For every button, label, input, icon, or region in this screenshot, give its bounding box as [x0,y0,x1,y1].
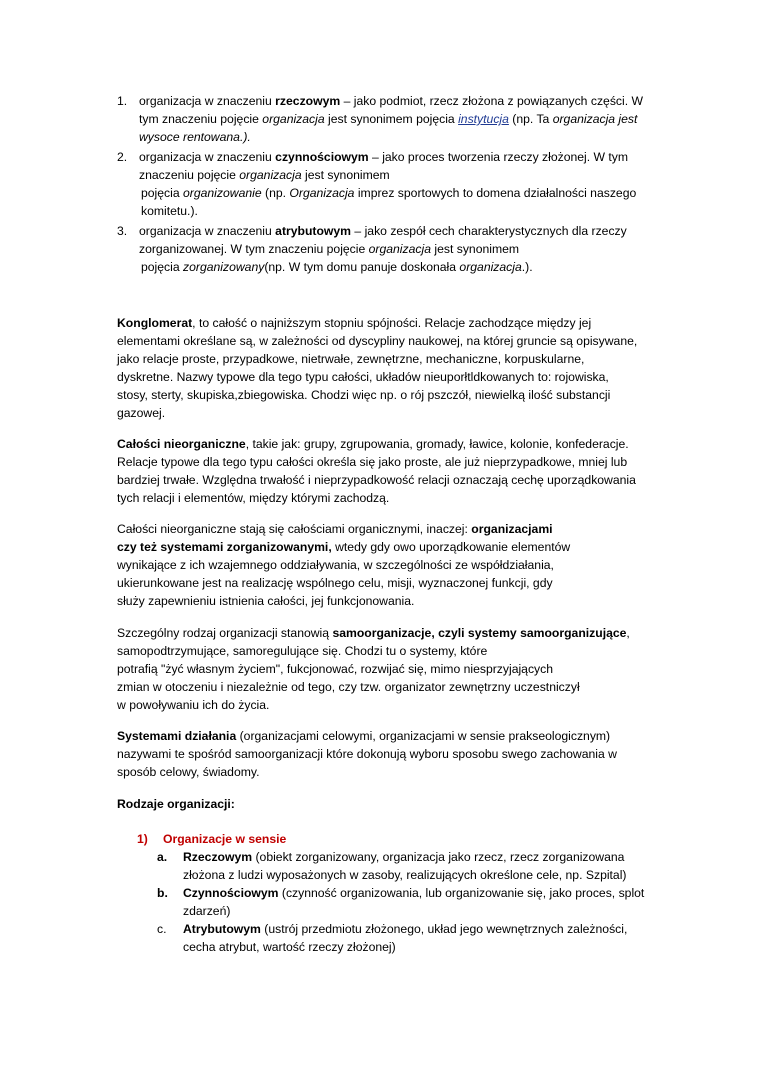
list-number: 1) [137,832,148,846]
list-line: pojęcia organizowanie (np. Organizacja imprez sportowych to domena działalności naszego [141,186,637,200]
list-number: 1. [117,94,128,108]
list-number: 2. [117,150,128,164]
list-line: zorganizowanej. W tym znaczeniu pojęcie organizacja jest synonimem [139,242,520,256]
sensie-item-a: a. Rzeczowym (obiekt zorganizowany, organizacja jako rzecz, rzecz zorganizowana złożona z ludzi wyposażonych w zasoby, realizujących określone cele, np. Szpital) [157,850,627,882]
list-line: organizacja w znaczeniu czynnościowym – jako proces tworzenia rzeczy złożonej. W tym [139,150,629,164]
list-line: pojęcia zorganizowany(np. W tym domu panuje doskonała organizacja.). [141,260,533,274]
list-line: komitetu.). [141,204,198,218]
list-line: organizacja w znaczeniu atrybutowym – jako zespół cech charakterystycznych dla rzeczy [139,224,627,238]
list-letter: c. [157,922,167,936]
list-line: wysoce rentowana.). [139,130,251,144]
list-line: organizacja w znaczeniu rzeczowym – jako podmiot, rzecz złożona z powiązanych części. W [139,94,643,108]
meaning-list-item-1 [117,92,677,146]
list-line: tym znaczeniu pojęcie organizacja jest synonimem pojęcia instytucja (np. Ta organizacja jest [139,112,638,126]
systemy-paragraph: Systemami działania (organizacjami celowymi, organizacjami w sensie prakseologicznym) nazywami te spośród samoorganizacji które dokonują wyboru sposobu swego zachowania w sposób celowy, świadomy. [117,729,617,779]
rodzaje-heading: Rodzaje organizacji: [117,797,235,811]
instytucja-link[interactable]: instytucja [458,112,509,126]
sensie-item-b: b. Czynnościowym (czynność organizowania, lub organizowanie się, jako proces, splot zdarzeń) [157,886,645,918]
meaning-list-item-3 [117,222,677,276]
nieorganiczne-paragraph: Całości nieorganiczne, takie jak: grupy, zgrupowania, gromady, ławice, kolonie, konfederacje. Relacje typowe dla tego typu całości określa się jako proste, ale już nieprzypadkowe, mniej lub bardziej trwałe. Względna trwałość i nieprzypadkowość relacji oznaczają cechę uporządkowania tych relacji i elementów, między którymi zachodzą. [117,437,636,505]
sensie-item-c: c. Atrybutowym (ustrój przedmiotu złożonego, układ jego wewnętrznych zależności, cecha atrybut, wartość rzeczy złożonej) [157,922,628,954]
list-letter: a. [157,850,168,864]
organiczne-paragraph: Całości nieorganiczne stają się całościami organicznymi, inaczej: organizacjami czy też systemami zorganizowanymi, wtedy gdy owo uporządkowanie elementów wynikające z ich wzajemnego oddziaływania, w szczególności ze współdziałania, ukierunkowane jest na realizację wspólnego celu, misji, wyznaczonej funkcji, gdy służy zapewnieniu istnienia całości, jej funkcjonowania. [117,522,571,608]
list-line: znaczeniu pojęcie organizacja jest synonimem [139,168,390,182]
list-number: 3. [117,224,128,238]
list-letter: b. [157,886,168,900]
sensie-label: Organizacje w sensie [163,832,287,846]
samoorganizacja-paragraph: Szczególny rodzaj organizacji stanowią samoorganizacje, czyli systemy samoorganizujące, samopodtrzymujące, samoregulujące się. Chodzi tu o systemy, które potrafią "żyć własnym życiem", fukcjonować, rozwijać się, mimo niesprzyjających zmian w otoczeniu i niezależnie od tego, czy tzw. organizator zewnętrzny uczestniczył w powoływaniu ich do życia. [117,626,630,712]
konglomerat-paragraph: Konglomerat, to całość o najniższym stopniu spójności. Relacje zachodzące między jej elementami określane są, w zależności od dyscypliny naukowej, na której gruncie są opisywane, jako relacje proste, przypadkowe, nietrwałe, zewnętrzne, mechaniczne, korpuskularne, dyskretne. Nazwy typowe dla tego typu całości, układów nieuporłtldkowanych to: rojowiska, stosy, sterty, skupiska,zbiegowiska. Chodzi więc np. o rój pszczół, niewielką ilość substancji gazowej. [117,316,638,420]
meaning-list-item-2 [117,148,677,220]
